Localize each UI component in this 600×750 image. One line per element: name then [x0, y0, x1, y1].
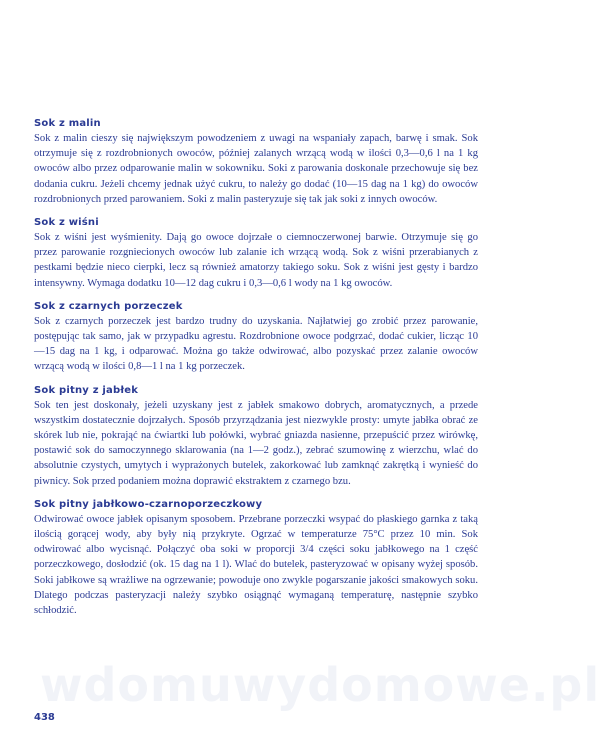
section-heading: Sok pitny jabłkowo-czarnoporzeczkowy: [34, 498, 263, 510]
section-heading: Sok z malin: [34, 118, 101, 129]
section-paragraph: Sok z wiśni jest wyśmienity. Dają go owoce dojrzałe o ciemnoczerwonej barwie. Otrzymuje się go przez parowanie rozgniecionych owoców lub zalanie ich wrzącą wodą. Sok z wiśni przerabianych z pestkami będzie nieco cierpki, lecz są również amatorzy takiego soku. Sok z wiśni jest gęsty i bardzo intensywny. Wymaga dodatku 10—12 dag cukru i 0,3—0,6 l wody na 1 kg owoców.: [34, 232, 478, 289]
section-paragraph: Odwirować owoce jabłek opisanym sposobem. Przebrane porzeczki wsypać do płaskiego garnka z taką ilością gorącej wody, aby były nią przykryte. Ogrzać w temperaturze 75°C przez 10 min. Sok odwirować albo wycisnąć. Połączyć oba soki w proporcji 3/4 części soku jabłkowego na 1 część porzeczkowego, dosłodzić (ok. 15 dag na 1 l). Wlać do butelek, pasteryzować w opisany wyżej sposób. Soki jabłkowe są wrażliwe na ogrzewanie; powoduje ono zwykle pogarszanie jakości smakowych soku. Dlatego podczas pasteryzacji należy szybko osiągnąć wymaganą temperaturę, następnie szybko schłodzić.: [34, 513, 478, 617]
section-paragraph: Sok z malin cieszy się największym powodzeniem z uwagi na wspaniały zapach, barwę i smak. Sok otrzymuje się z rozdrobnionych owoców, później zalanych wrzącą wodą w ilości 0,3—0,6 l na 1 kg owoców albo przez odparowanie malin w sokowniku. Soki z parowania doskonale przechowuje się bez dodania cukru. Jeżeli chcemy jednak użyć cukru, to należy go dodać (10—15 dag na 1 kg) do owoców rozdrobnionych przed parowaniem. Soki z malin pasteryzuje się tak jak soki z innych owoców.: [34, 133, 478, 205]
watermark-text: wdomuwydomowe.pl: [40, 658, 600, 712]
section-sok-jablkowo-czarnoporzeczkowy: [34, 498, 478, 618]
section-sok-z-wisni: [34, 216, 478, 291]
section-paragraph: Sok z czarnych porzeczek jest bardzo trudny do uzyskania. Najłatwiej go zrobić przez parowanie, postępując tak samo, jak w przypadku agrestu. Rozdrobnione owoce podgrzać, dodać cukier, licząc 10—15 dag na 1 kg, i odparować. Można go także odwirować, albo pozyskać przez zalanie owoców wrzącą wodą w ilości 0,8—1 l na 1 kg porzeczek.: [34, 315, 478, 373]
section-heading: Sok z czarnych porzeczek: [34, 300, 183, 312]
page-number: 438: [34, 712, 55, 723]
section-heading: Sok pitny z jabłek: [34, 384, 139, 396]
section-sok-pitny-z-jablek: [34, 384, 478, 489]
page-content: [34, 117, 478, 627]
section-paragraph: Sok ten jest doskonały, jeżeli uzyskany jest z jabłek smakowo dobrych, aromatycznych, a przede wszystkim dostatecznie dojrzałych. Sposób przyrządzania jest niezwykle prosty: umyte jabłka obrać ze skórek lub nie, pokrająć na ćwiartki lub połówki, wybrać gniazda nasienne, przepuścić przez wirówkę, postawić sok do samoczynnego sklarowania (na 1—2 godz.), zebrać szumowinę z wierzchu, wlać do absolutnie czystych, umytych i wyprażonych butelek, zakorkować lub zamknąć zakrętką i wynieść do piwnicy. Sok przed podaniem można doprawić ekstraktem z czarnego bzu.: [34, 399, 478, 487]
section-sok-z-czarnych-porzeczek: [34, 300, 478, 375]
section-sok-z-malin: [34, 117, 478, 207]
section-heading: Sok z wiśni: [34, 217, 99, 229]
